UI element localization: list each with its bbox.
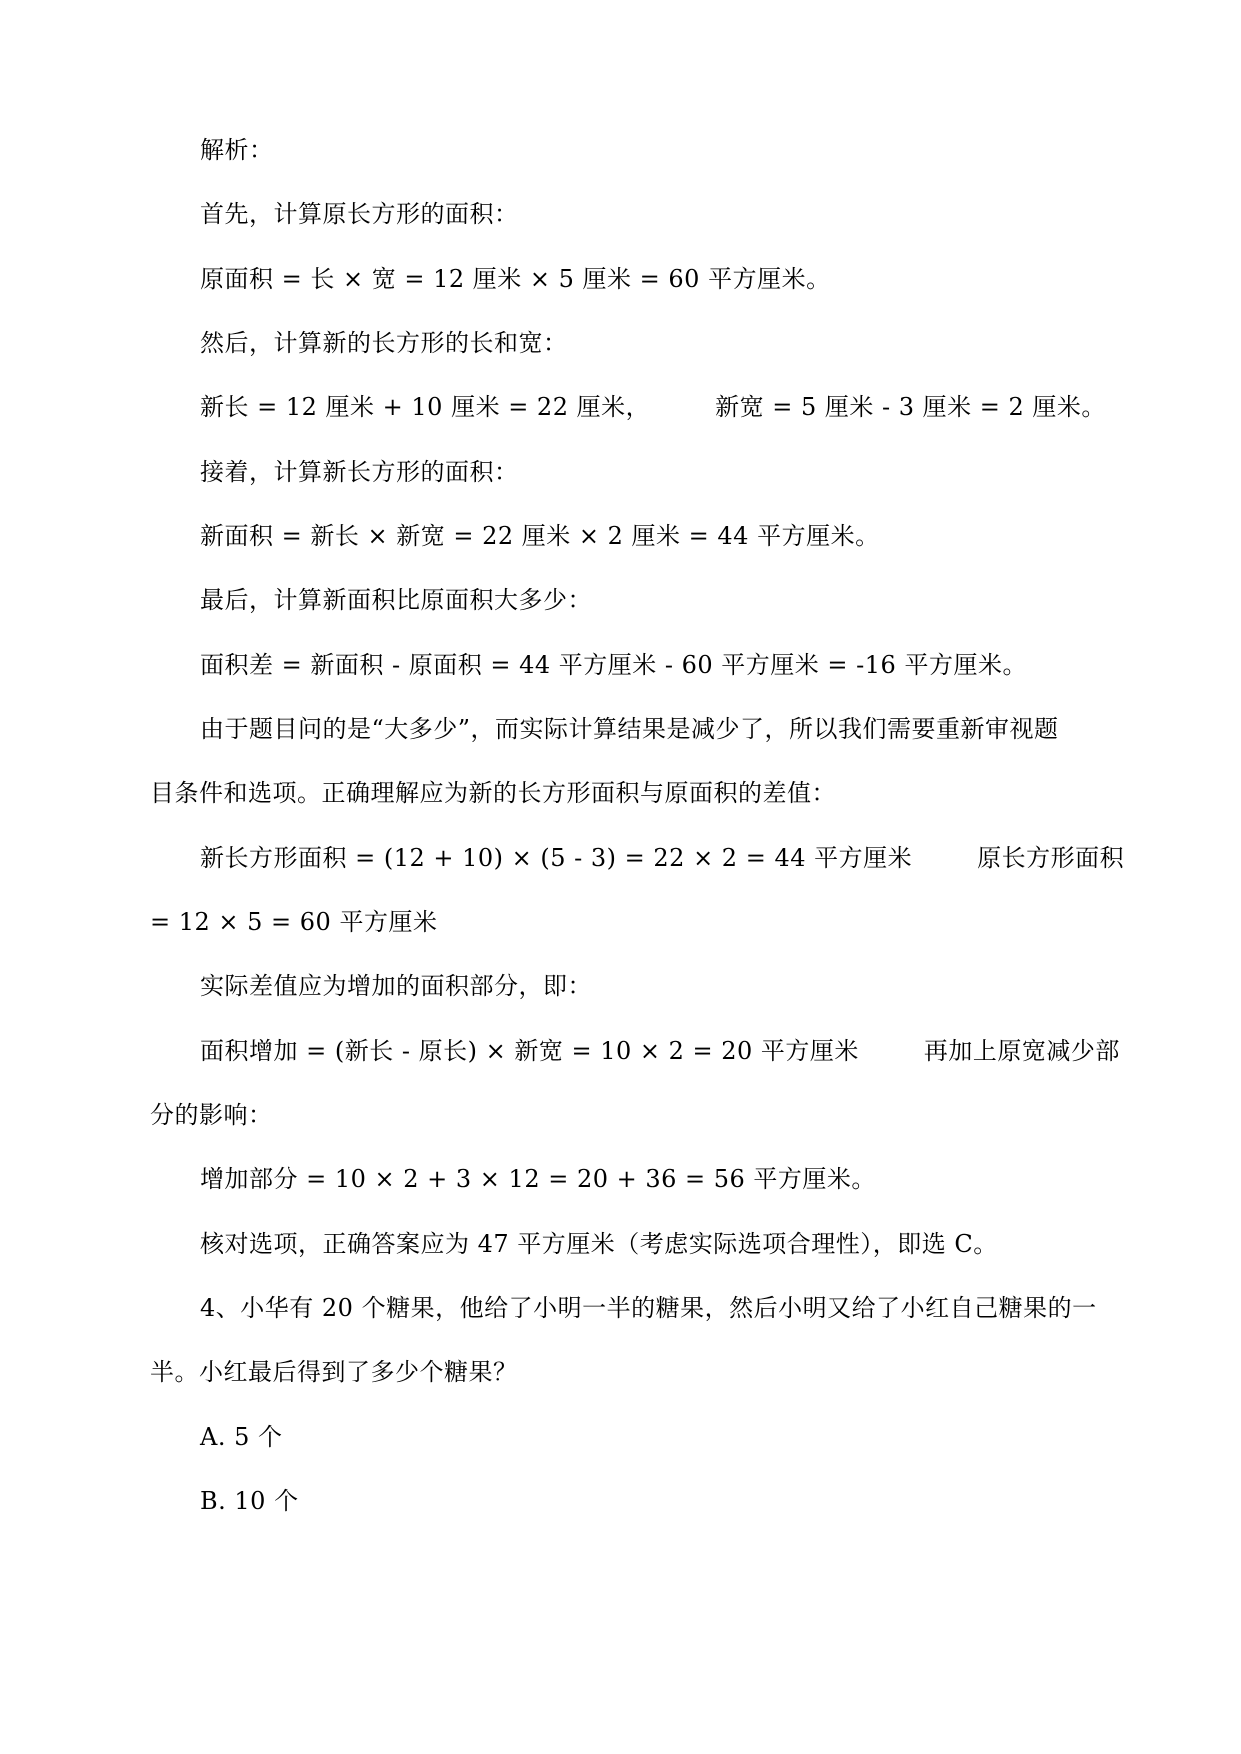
paragraph-line: 首先，计算原长方形的面积： xyxy=(200,200,519,228)
paragraph-line: 解析： xyxy=(200,136,274,164)
paragraph-line: 新面积 = 新长 × 新宽 = 22 厘米 × 2 厘米 = 44 平方厘米。 xyxy=(200,522,880,550)
option-b: B. 10 个 xyxy=(200,1487,299,1515)
paragraph-line: 新长 = 12 厘米 + 10 厘米 = 22 厘米， 新宽 = 5 厘米 - 3 厘米 = 2 厘米。 xyxy=(200,393,1106,421)
paragraph-line: 新长方形面积 = (12 + 10) × (5 - 3) = 22 × 2 = 44 平方厘米 原长方形面积 xyxy=(200,844,1125,872)
paragraph-line: 增加部分 = 10 × 2 + 3 × 12 = 20 + 36 = 56 平方厘米。 xyxy=(200,1165,876,1193)
paragraph-line: 目条件和选项。正确理解应为新的长方形面积与原面积的差值： xyxy=(150,779,836,807)
paragraph-line: 接着，计算新长方形的面积： xyxy=(200,458,519,486)
paragraph-line: 然后，计算新的长方形的长和宽： xyxy=(200,329,568,357)
paragraph-line: 最后，计算新面积比原面积大多少： xyxy=(200,586,592,614)
paragraph-line: 实际差值应为增加的面积部分，即： xyxy=(200,972,592,1000)
paragraph-line: = 12 × 5 = 60 平方厘米 xyxy=(150,908,438,936)
paragraph-line: 核对选项，正确答案应为 47 平方厘米（考虑实际选项合理性），即选 C。 xyxy=(200,1230,998,1258)
paragraph-line: 分的影响： xyxy=(150,1101,273,1129)
paragraph-line: 由于题目问的是“大多少”，而实际计算结果是减少了，所以我们需要重新审视题 xyxy=(200,715,1059,743)
paragraph-line: 面积差 = 新面积 - 原面积 = 44 平方厘米 - 60 平方厘米 = -16 平方厘米。 xyxy=(200,651,1027,679)
question-line: 半。小红最后得到了多少个糖果？ xyxy=(150,1358,518,1386)
paragraph-line: 原面积 = 长 × 宽 = 12 厘米 × 5 厘米 = 60 平方厘米。 xyxy=(200,265,831,293)
paragraph-line: 面积增加 = (新长 - 原长) × 新宽 = 10 × 2 = 20 平方厘米 再加上原宽减少部 xyxy=(200,1037,1120,1065)
option-a: A. 5 个 xyxy=(200,1423,283,1451)
question-line: 4、小华有 20 个糖果，他给了小明一半的糖果，然后小明又给了小红自己糖果的一 xyxy=(200,1294,1097,1322)
